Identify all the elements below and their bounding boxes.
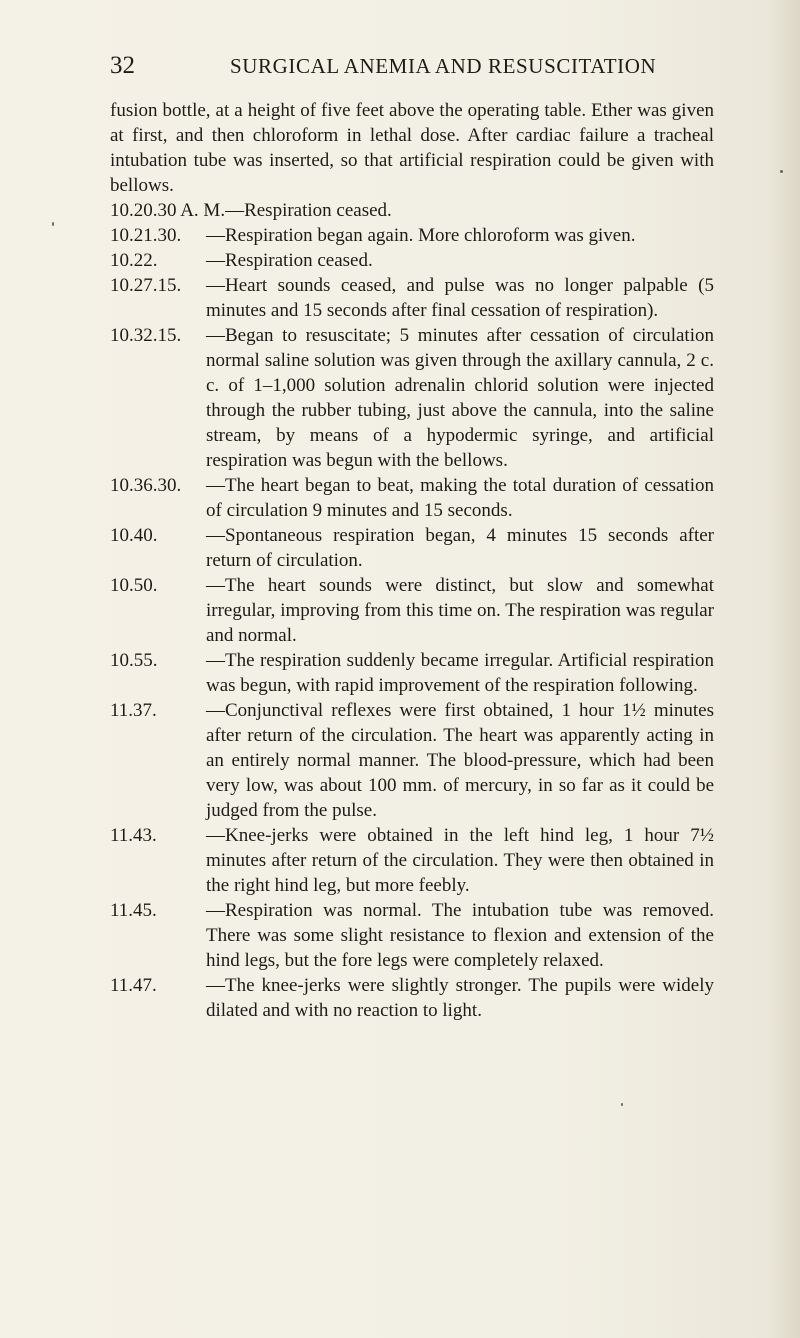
paper-speck [52,222,54,226]
timeline-entry [110,648,714,698]
timeline-entries [110,198,714,1023]
entry-text: —The respiration suddenly became irregular. Artificial respiration was begun, with rapid improvement of the respiration following. [206,650,714,696]
entry-time: 10.40. [110,525,158,546]
timeline-entry [110,248,714,273]
entry-text: —Respiration ceased. [225,200,392,221]
entry-time: 11.43. [110,825,157,846]
timeline-entry [110,698,714,823]
paper-speck [621,1103,623,1106]
entry-text: —Knee-jerks were obtained in the left hind leg, 1 hour 7½ minutes after return of the circulation. They were then obtained in the right hind leg, but more feebly. [206,825,714,896]
timeline-entry [110,223,714,248]
entry-text: —Conjunctival reflexes were first obtained, 1 hour 1½ minutes after return of the circulation. The heart was apparently acting in an entirely normal manner. The blood-pressure, which had been very low, was about 100 mm. of mercury, in so far as it could be judged from the pulse. [206,700,714,821]
entry-time: 10.21.30. [110,225,182,246]
timeline-entry [110,323,714,473]
entry-text: —Heart sounds ceased, and pulse was no longer palpable (5 minutes and 15 seconds after final cessation of respiration). [206,275,714,321]
entry-text: —Began to resuscitate; 5 minutes after cessation of circulation normal saline solution was given through the axillary cannula, 2 c. c. of 1–1,000 solution adrenalin chlorid solution were injected through the rubber tubing, just above the cannula, into the saline stream, by means of a hypodermic syringe, and artificial respiration was begun with the bellows. [206,325,714,471]
intro-paragraph: fusion bottle, at a height of five feet above the operating table. Ether was given at first, and then chloroform in lethal dose. After cardiac failure a tracheal intubation tube was inserted, so that artificial respiration could be given with bellows. [110,100,714,196]
timeline-entry [110,823,714,898]
page-body [110,98,714,1023]
entry-text: —Respiration was normal. The intubation tube was removed. There was some slight resistance to flexion and extension of the hind legs, but the fore legs were completely relaxed. [206,900,714,971]
entry-text: —Spontaneous respiration began, 4 minutes 15 seconds after return of circulation. [206,525,714,571]
timeline-entry [110,573,714,648]
entry-time: 10.32.15. [110,325,182,346]
entry-time: 11.37. [110,700,157,721]
entry-text: —Respiration began again. More chloroform was given. [206,225,636,246]
paper-speck [780,170,783,173]
entry-text: —The knee-jerks were slightly stronger. The pupils were widely dilated and with no reaction to light. [206,975,714,1021]
page-header [106,50,716,82]
page-number: 32 [110,52,135,79]
timeline-entry [110,973,714,1023]
entry-time: 10.22. [110,250,158,271]
running-head: SURGICAL ANEMIA AND RESUSCITATION [230,54,657,78]
entry-time: 10.20.30 A. M. [110,200,226,221]
timeline-entry [110,523,714,573]
entry-time: 10.36.30. [110,475,182,496]
entry-time: 10.27.15. [110,275,182,296]
entry-text: —The heart began to beat, making the total duration of cessation of circulation 9 minutes and 15 seconds. [206,475,714,521]
entry-time: 11.47. [110,975,157,996]
timeline-entry [110,473,714,523]
entry-text: —Respiration ceased. [206,250,373,271]
timeline-entry [110,898,714,973]
entry-time: 10.50. [110,575,158,596]
entry-time: 10.55. [110,650,158,671]
entry-text: —The heart sounds were distinct, but slow and somewhat irregular, improving from this time on. The respiration was regular and normal. [206,575,714,646]
entry-time: 11.45. [110,900,157,921]
timeline-entry [110,273,714,323]
timeline-entry [110,198,714,223]
